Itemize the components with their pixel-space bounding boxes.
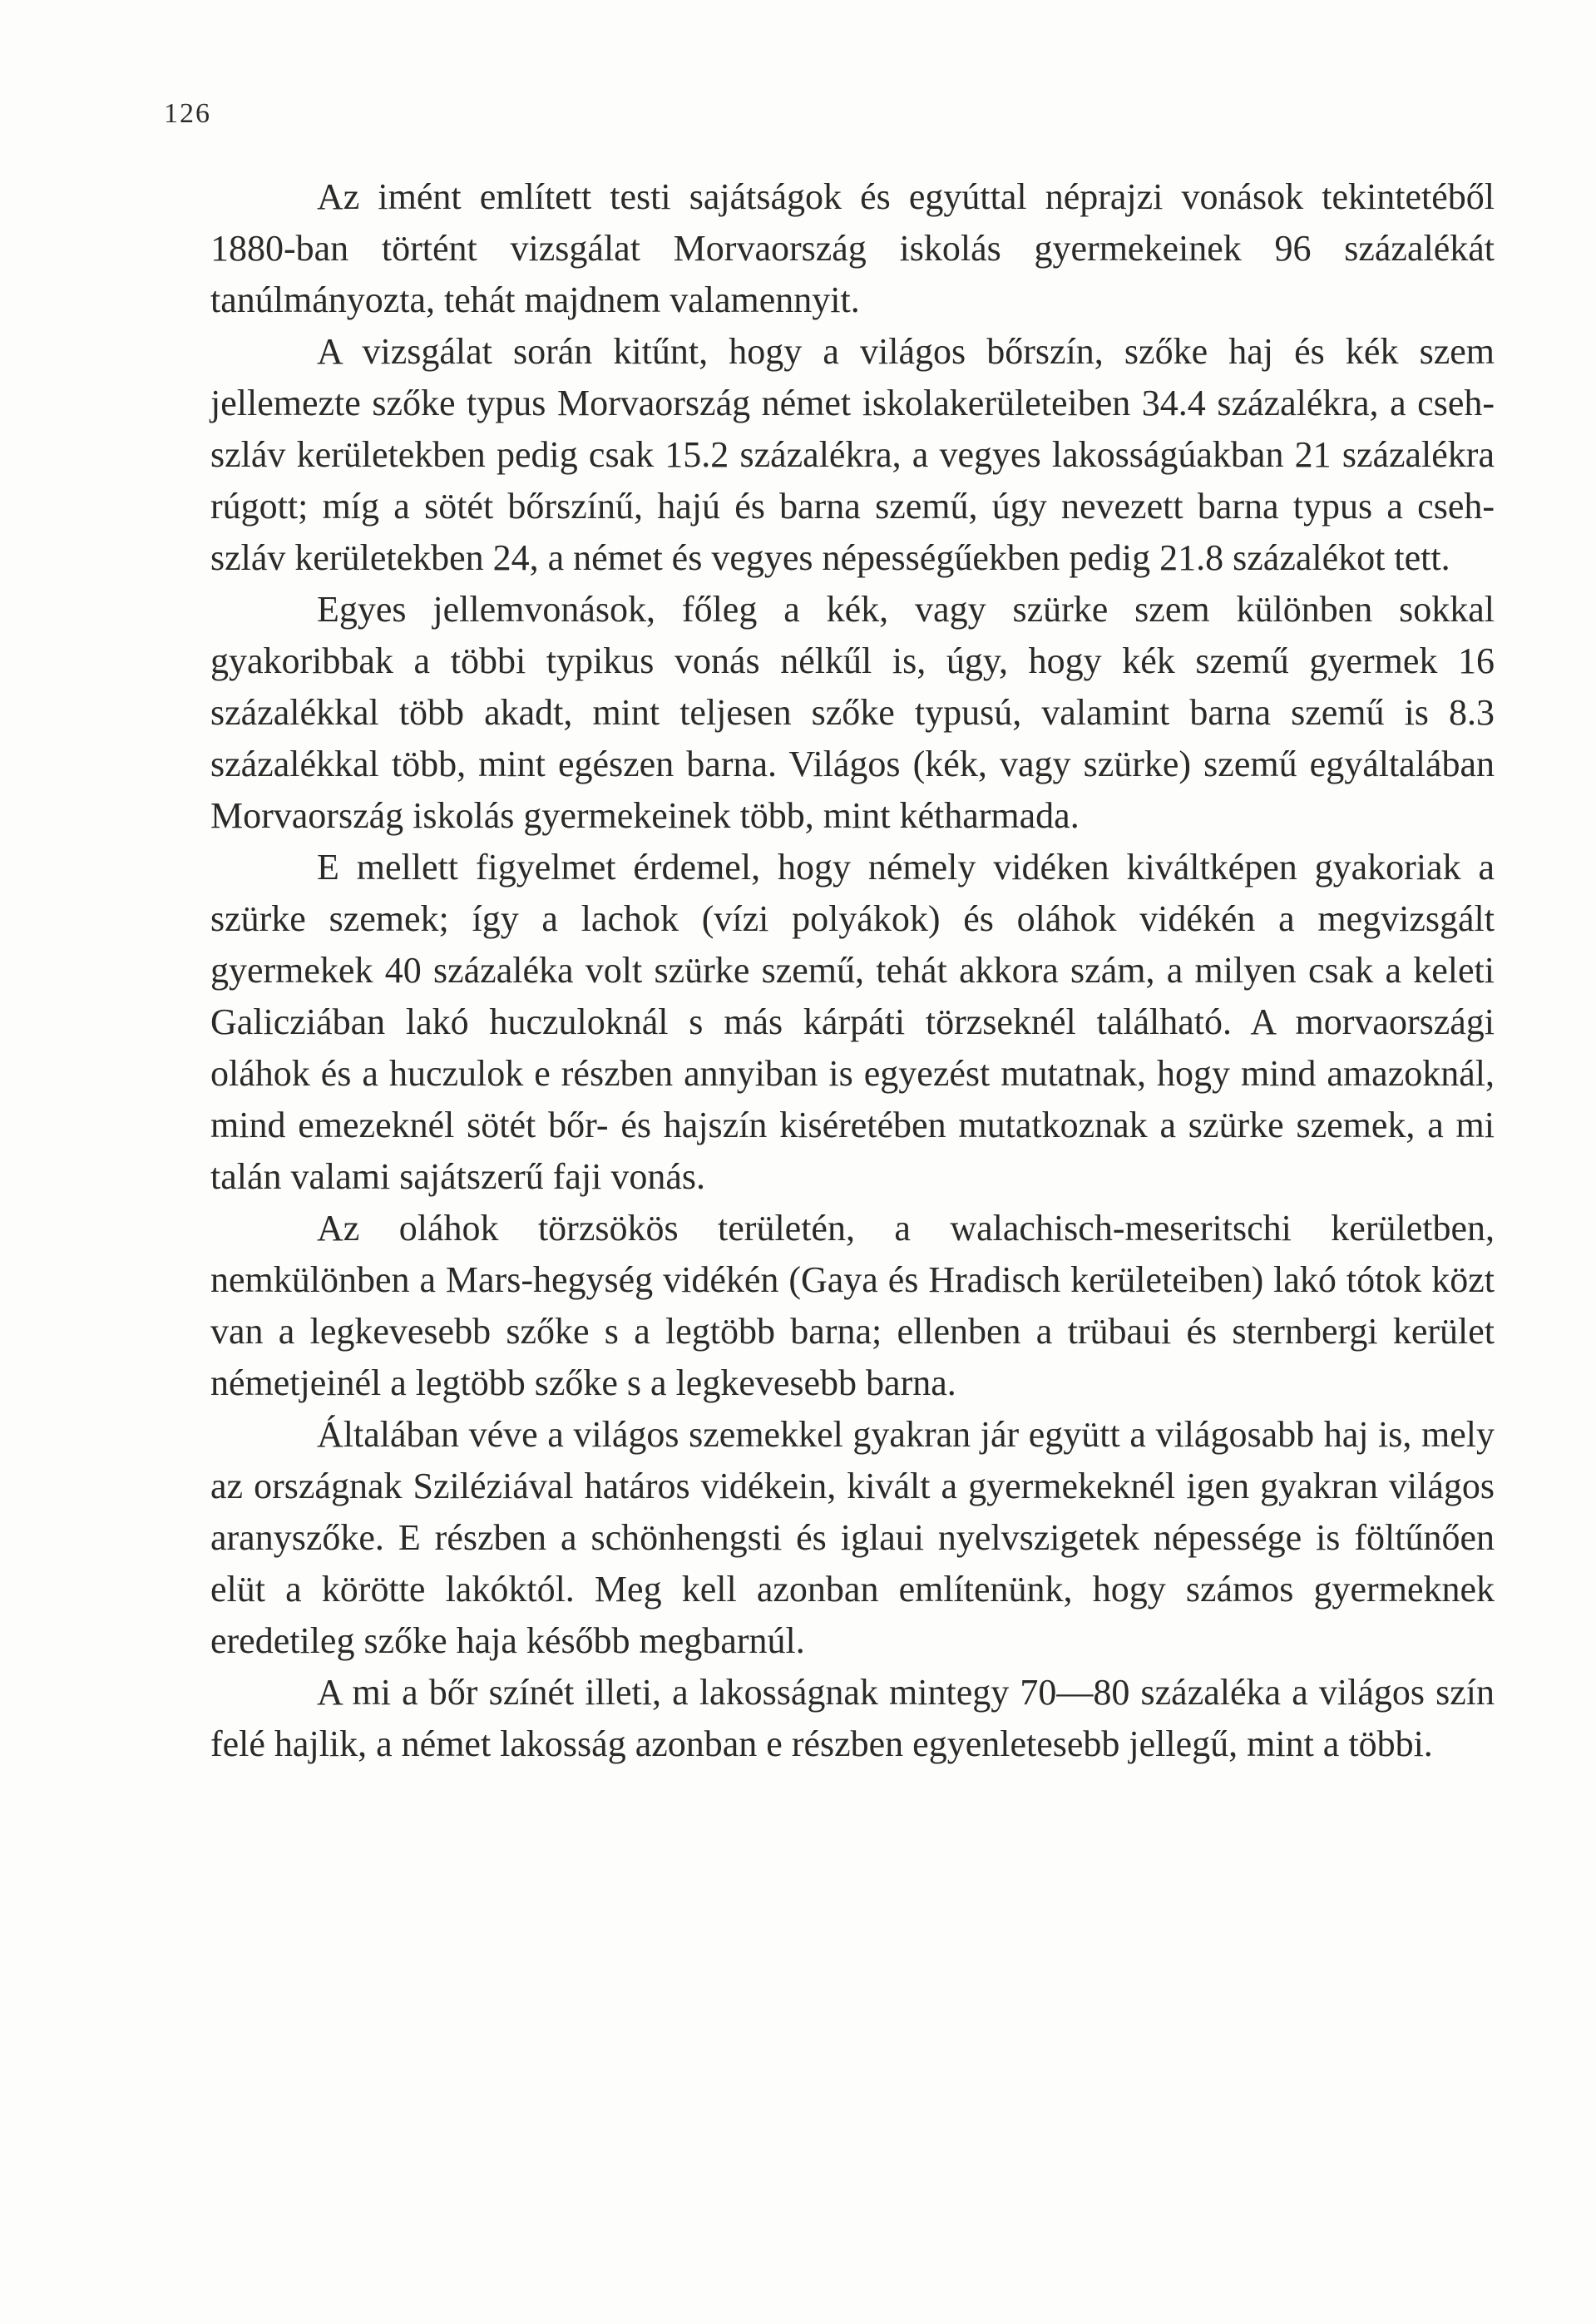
paragraph: A vizsgálat során kitűnt, hogy a világos bőrszín, szőke haj és kék szem jellemezte szőke typus Morvaország német iskolakerületeiben 34.4 százalékra, a cseh-szláv kerületekben pedig csak 15.2 százalékra, a vegyes lakosságúakban 21 százalékra rúgott; míg a sötét bőrszínű, hajú és barna szemű, úgy nevezett barna typus a cseh-szláv kerületekben 24, a német és vegyes népességűekben pedig 21.8 százalékot tett. bbox=[210, 331, 1495, 578]
paragraph: Az oláhok törzsökös területén, a walachisch-meseritschi kerületben, nemkülönben a Mars-hegység vidékén (Gaya és Hradisch kerületeiben) lakó tótok közt van a legkevesebb szőke s a legtöbb barna; ellenben a trübaui és sternbergi kerület németjeinél a legtöbb szőke s a legkevesebb barna. bbox=[210, 1208, 1495, 1403]
paragraph: Az imént említett testi sajátságok és egyúttal néprajzi vonások tekintetéből 1880-ban történt vizsgálat Morvaország iskolás gyermekeinek 96 százalékát tanúlmányozta, tehát majdnem valamennyit. bbox=[210, 176, 1495, 320]
paragraph: E mellett figyelmet érdemel, hogy némely vidéken kiváltképen gyakoriak a szürke szemek; így a lachok (vízi polyákok) és oláhok vidékén a megvizsgált gyermekek 40 százaléka volt szürke szemű, tehát akkora szám, a milyen csak a keleti Galicziában lakó huczuloknál s más kárpáti törzseknél található. A morvaországi oláhok és a huczulok e részben annyiban is egyezést mutatnak, hogy mind amazoknál, mind emezeknél sötét bőr- és hajszín kiséretében mutatkoznak a szürke szemek, a mi talán valami sajátszerű faji vonás. bbox=[210, 847, 1495, 1197]
body-text bbox=[210, 171, 1495, 1770]
paragraph: Egyes jellemvonások, főleg a kék, vagy szürke szem különben sokkal gyakoribbak a többi typikus vonás nélkűl is, úgy, hogy kék szemű gyermek 16 százalékkal több akadt, mint teljesen szőke typusú, valamint barna szemű is 8.3 százalékkal több, mint egészen barna. Világos (kék, vagy szürke) szemű egyáltalában Morvaország iskolás gyermekeinek több, mint kétharmada. bbox=[210, 589, 1495, 836]
paragraph: A mi a bőr színét illeti, a lakosságnak mintegy 70—80 százaléka a világos szín felé hajlik, a német lakosság azonban e részben egyenletesebb jellegű, mint a többi. bbox=[210, 1672, 1495, 1764]
page-number: 126 bbox=[164, 98, 211, 129]
paragraph: Általában véve a világos szemekkel gyakran jár együtt a világosabb haj is, mely az országnak Sziléziával határos vidékein, kivált a gyermekeknél igen gyakran világos aranyszőke. E részben a schönhengsti és iglaui nyelvszigetek népessége is föltűnően elüt a körötte lakóktól. Meg kell azonban említenünk, hogy számos gyermeknek eredetileg szőke haja később megbarnúl. bbox=[210, 1414, 1495, 1661]
